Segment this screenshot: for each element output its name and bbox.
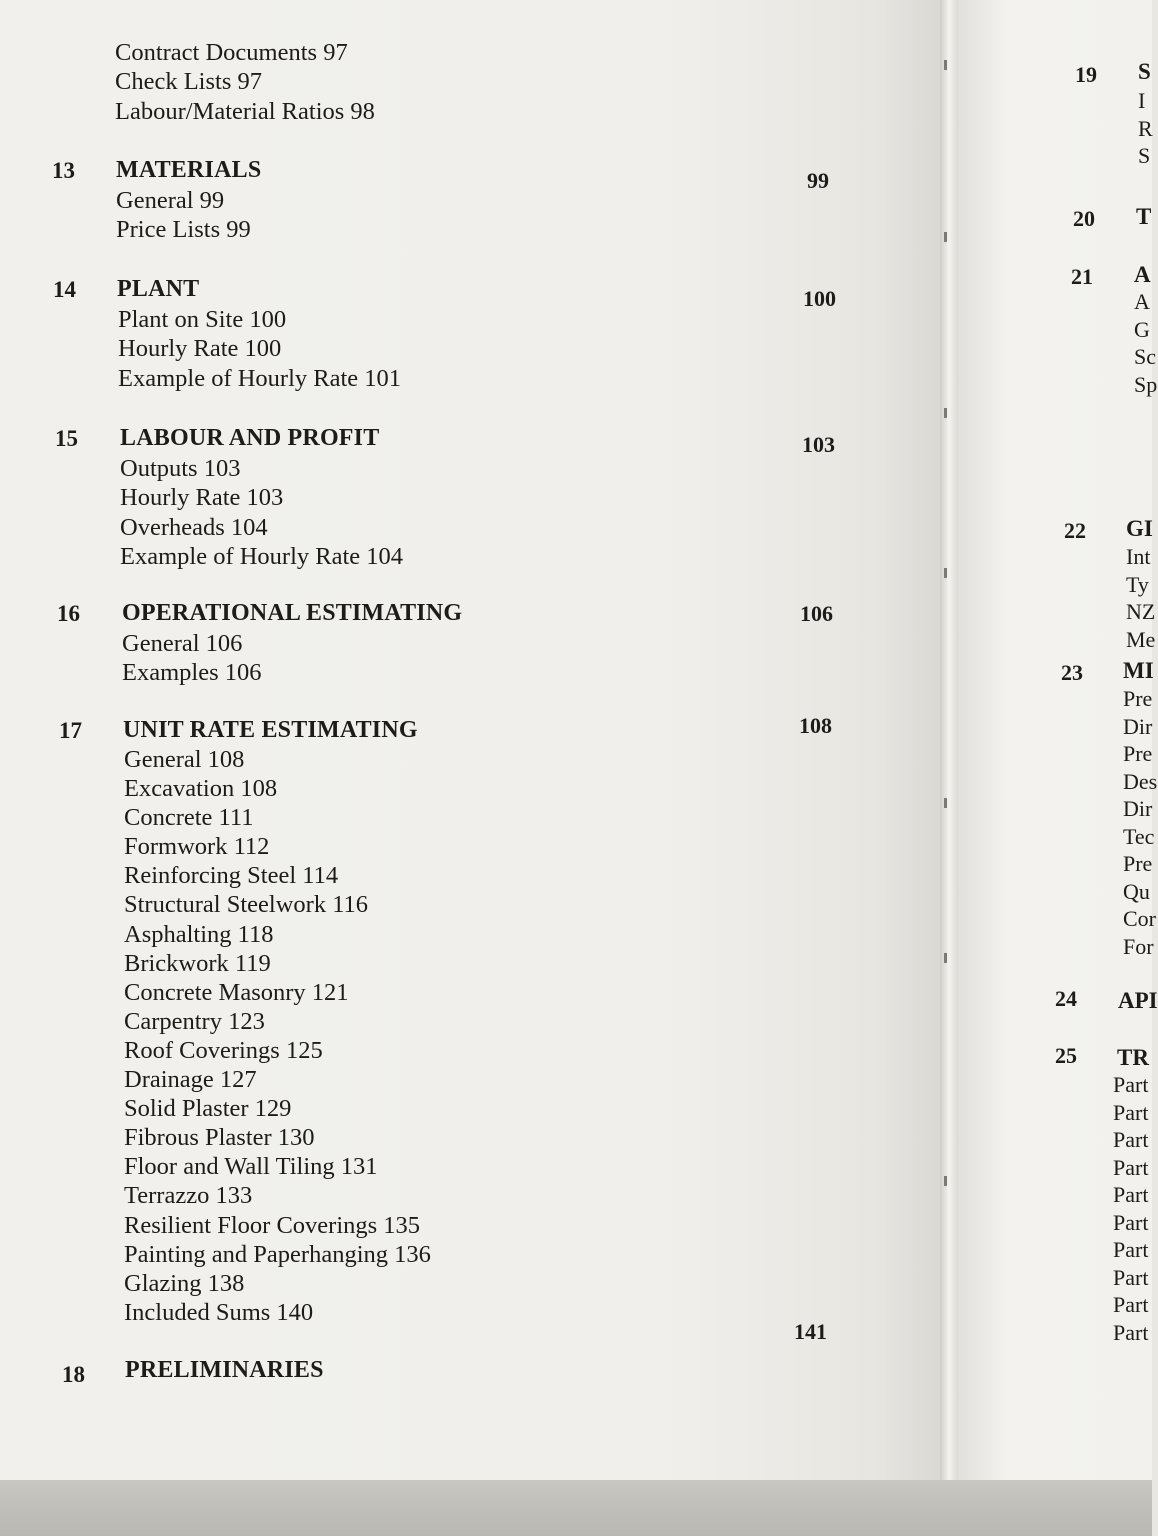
chapter-title: T — [1136, 204, 1152, 229]
chapter-title: API — [1118, 988, 1158, 1013]
toc-item: Solid Plaster 129 — [124, 1095, 292, 1123]
toc-item: Ty — [1126, 571, 1149, 597]
chapter-number: 18 — [62, 1362, 85, 1387]
toc-item: Resilient Floor Coverings 135 — [124, 1211, 421, 1239]
chapter-items — [122, 629, 262, 688]
chapter-page-number: 106 — [800, 601, 833, 626]
chapter-number: 21 — [1071, 264, 1093, 289]
toc-item: Structural Steelwork 116 — [124, 891, 369, 919]
toc-item: Asphalting 118 — [124, 920, 274, 948]
chapter-number: 24 — [1055, 986, 1077, 1011]
chapter-number: 16 — [57, 601, 80, 626]
toc-item: Contract Documents 97 — [115, 39, 348, 66]
toc-item: Part — [1113, 1127, 1149, 1152]
toc-item: Part — [1113, 1319, 1149, 1345]
binding-stitch — [944, 60, 947, 70]
toc-item: Terrazzo 133 — [124, 1182, 253, 1210]
chapter-items — [118, 305, 401, 393]
chapter-page-number: 108 — [799, 713, 832, 738]
chapter-page-number: 99 — [807, 168, 829, 193]
toc-item: Part — [1113, 1264, 1149, 1290]
chapter-title: PRELIMINARIES — [125, 1357, 324, 1383]
toc-item: Roof Coverings 125 — [124, 1036, 323, 1064]
toc-item: Formwork 112 — [124, 833, 270, 861]
chapter-items — [116, 186, 251, 245]
chapter-number: 20 — [1073, 206, 1095, 231]
chapter-items — [124, 745, 431, 1327]
toc-item: Dir — [1123, 796, 1153, 821]
toc-item: Carpentry 123 — [124, 1007, 265, 1035]
chapter-number: 22 — [1064, 518, 1086, 543]
toc-item: Concrete 111 — [124, 804, 254, 832]
toc-item: Overheads 104 — [120, 513, 268, 541]
toc-item: Hourly Rate 103 — [120, 484, 284, 512]
chapter-title: UNIT RATE ESTIMATING — [123, 717, 418, 743]
chapter-title: MI — [1123, 658, 1154, 683]
book-gutter — [940, 0, 960, 1536]
binding-stitch — [944, 408, 947, 418]
toc-item: NZ — [1126, 599, 1156, 624]
chapter-items — [1123, 686, 1157, 961]
chapter-items — [1134, 289, 1157, 399]
toc-item: Me — [1126, 626, 1156, 652]
toc-item: Outputs 103 — [120, 455, 241, 482]
chapter-page-number: 141 — [794, 1319, 827, 1344]
chapter-items — [1126, 544, 1155, 654]
chapter-page-number: 103 — [802, 432, 835, 457]
toc-item: Pre — [1123, 686, 1153, 711]
table-of-contents-right — [958, 0, 1158, 1536]
chapter-title: OPERATIONAL ESTIMATING — [122, 600, 463, 626]
toc-item: Plant on Site 100 — [118, 306, 287, 333]
chapter-items — [1138, 88, 1153, 171]
toc-item: Check Lists 97 — [115, 68, 262, 96]
toc-item: Reinforcing Steel 114 — [124, 862, 339, 890]
toc-item: Fibrous Plaster 130 — [124, 1124, 315, 1152]
chapter-number: 15 — [55, 426, 78, 451]
toc-item: Example of Hourly Rate 101 — [118, 364, 402, 392]
toc-item: A — [1134, 289, 1150, 314]
toc-item: Part — [1113, 1237, 1149, 1262]
chapter-number: 25 — [1055, 1043, 1077, 1068]
toc-item: Glazing 138 — [124, 1269, 245, 1297]
binding-stitch — [944, 953, 947, 963]
toc-item: I — [1138, 88, 1146, 113]
toc-item: Part — [1113, 1182, 1149, 1207]
toc-item: Drainage 127 — [124, 1066, 257, 1094]
chapter-title: GI — [1126, 516, 1153, 541]
chapter-title: MATERIALS — [116, 157, 262, 183]
chapter-items — [1113, 1072, 1148, 1347]
chapter-title: LABOUR AND PROFIT — [120, 425, 380, 451]
chapter-number: 23 — [1061, 660, 1083, 685]
toc-item: General 106 — [122, 630, 243, 657]
toc-item: General 99 — [116, 187, 225, 214]
toc-item: Excavation 108 — [124, 775, 278, 803]
toc-item: Sp — [1134, 371, 1158, 397]
toc-item: Cor — [1123, 906, 1156, 931]
toc-item: G — [1134, 316, 1150, 342]
chapter-page-number: 100 — [803, 286, 836, 311]
chapter-number: 13 — [52, 158, 75, 183]
chapter-title: PLANT — [117, 276, 200, 302]
toc-item: Labour/Material Ratios 98 — [115, 97, 375, 125]
toc-item: Tec — [1123, 823, 1155, 849]
chapter-number: 19 — [1075, 62, 1097, 87]
toc-item: Qu — [1123, 878, 1150, 904]
binding-stitch — [944, 232, 947, 242]
chapter-title: TR — [1117, 1045, 1149, 1070]
toc-item: Sc — [1134, 344, 1156, 369]
toc-item: Floor and Wall Tiling 131 — [124, 1153, 378, 1181]
toc-item: Included Sums 140 — [124, 1298, 314, 1326]
toc-item: Pre — [1123, 741, 1153, 766]
binding-stitch — [944, 798, 947, 808]
toc-item: Pre — [1123, 851, 1153, 876]
toc-item: Price Lists 99 — [116, 216, 251, 244]
toc-item: S — [1138, 143, 1151, 168]
toc-item: Example of Hourly Rate 104 — [120, 543, 404, 571]
toc-item: Concrete Masonry 121 — [124, 978, 349, 1006]
toc-item: Part — [1113, 1099, 1149, 1125]
toc-item: For — [1123, 933, 1154, 959]
toc-item: Int — [1126, 544, 1151, 569]
toc-item: Part — [1113, 1292, 1149, 1317]
binding-stitch — [944, 568, 947, 578]
chapter-title: S — [1138, 59, 1151, 84]
chapter-number: 17 — [59, 718, 82, 743]
toc-item: Part — [1113, 1072, 1149, 1097]
chapter-items — [120, 454, 403, 572]
chapter-number: 14 — [53, 277, 76, 302]
toc-item: Des — [1123, 768, 1158, 794]
toc-item: Hourly Rate 100 — [118, 335, 282, 363]
toc-item: General 108 — [124, 746, 245, 773]
toc-item: Painting and Paperhanging 136 — [124, 1240, 431, 1268]
toc-item: Dir — [1123, 713, 1153, 739]
toc-item: R — [1138, 115, 1153, 141]
toc-item: Brickwork 119 — [124, 949, 271, 977]
toc-item: Examples 106 — [122, 659, 262, 687]
toc-item: Part — [1113, 1209, 1149, 1235]
chapter-title: A — [1134, 262, 1151, 287]
carry-over-items — [115, 38, 375, 126]
toc-item: Part — [1113, 1154, 1149, 1180]
binding-stitch — [944, 1176, 947, 1186]
